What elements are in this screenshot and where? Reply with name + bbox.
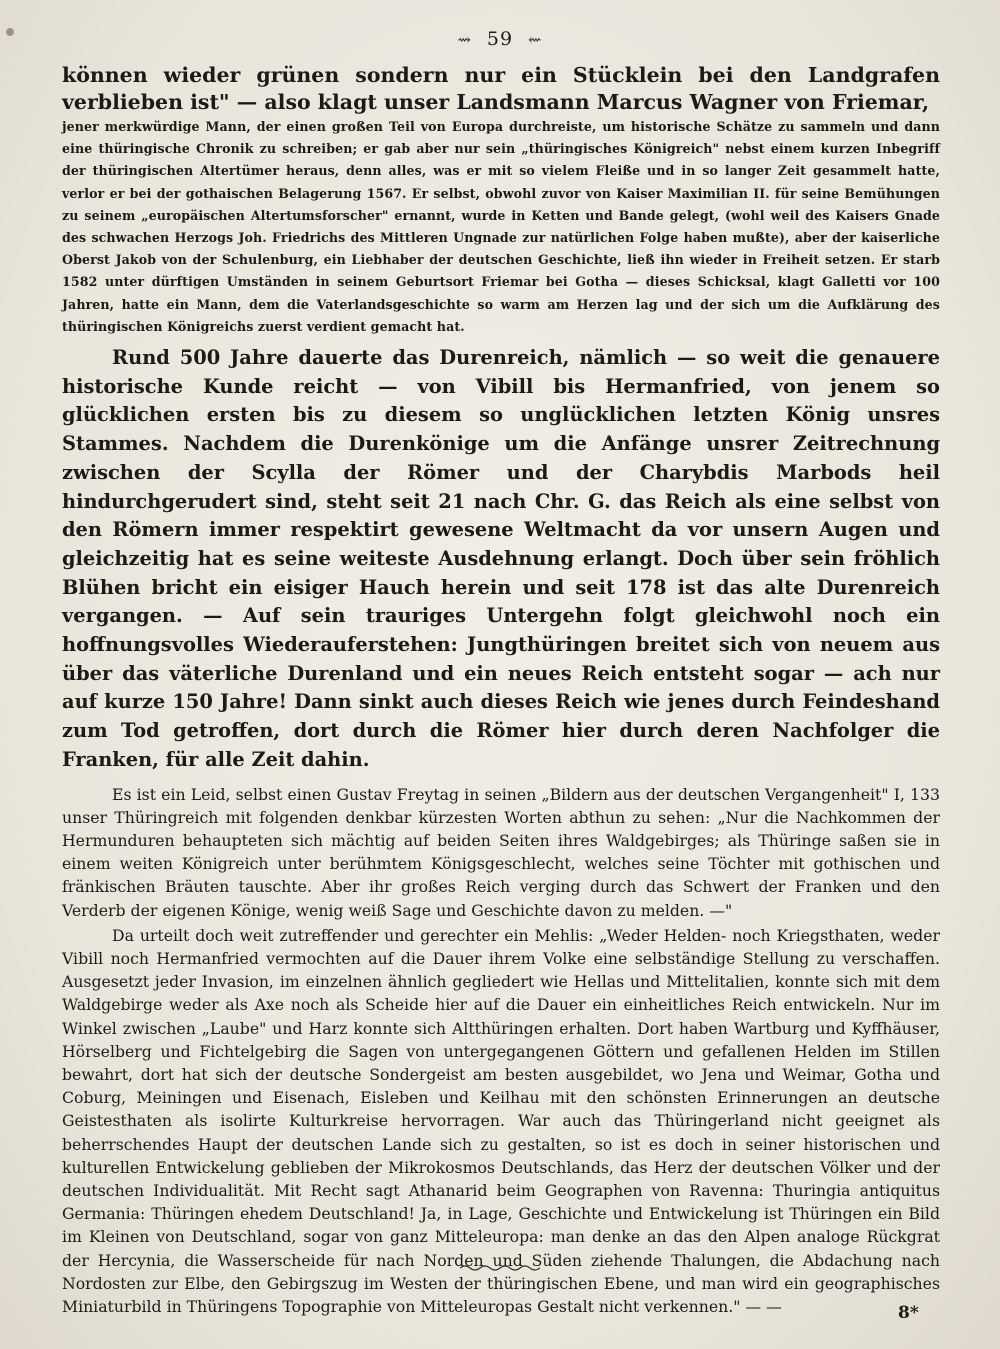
paragraph-footnote-wagner: jener merkwürdige Mann, der einen großen Teil von Europa durchreiste, um historische Schätze zu sammeln und dann eine thüringische Chronik zu schreiben; er gab aber nur sein „thüringisches Königreich" nebst einem kurzen Inbegriff der thüringischen Altertümer heraus, denn alles, was er mit so vielem Fleiße und in so langer Zeit gesammelt hatte, verlor er bei der gothaischen Belagerung 1567. Er selbst, obwohl zuvor von Kaiser Maximilian II. für seine Bemühungen zu seinem „europäischen Altertumsforscher" ernannt, wurde in Ketten und Bande gelegt, (wohl weil des Kaisers Gnade des schwachen Herzogs Joh. Friedrichs des Mittleren Ungnade zur natürlichen Folge haben mußte), aber der kaiserliche Oberst Jakob von der Schulenburg, ein Liebhaber der deutschen Geschichte, ließ ihn wieder in Freiheit setzen. Er starb 1582 unter dürftigen Umständen in seinem Geburtsort Friemar bei Gotha — dieses Schicksal, klagt Galletti vor 100 Jahren, hatte ein Mann, dem die Vaterlandsgeschichte so warm am Herzen lag und der sich um die Aufklärung des thüringischen Königreichs zuerst verdient gemacht hat. xyxy=(62,119,940,334)
paragraph-freytag-quote: Es ist ein Leid, selbst einen Gustav Freytag in seinen „Bildern aus der deutschen Vergangenheit" I, 133 unser Thüringreich mit folgenden denkbar kürzesten Worten abthun zu sehen: „Nur die Nachkommen der Hermunduren behaupteten sich mächtig auf beiden Seiten ihres Waldgebirges; als Thüringe saßen sie in einem weiten Königreich unter berühmtem Königsgeschlecht, welches seine Töchter mit gothischen und fränkischen Bräuten tauschte. Aber ihr großes Reich verging durch das Schwert der Franken und den Verderb der eigenen Könige, wenig weiß Sage und Geschichte davon zu melden. —" xyxy=(62,784,940,920)
header-ornament-left: ⇝ xyxy=(457,30,472,49)
paragraph-durenreich: Rund 500 Jahre dauerte das Durenreich, nämlich — so weit die genauere historische Kunde reicht — von Vibill bis Hermanfried, von jenem so glücklichen ersten bis zu diesem so unglücklichen letzten König unsres Stammes. Nachdem die Durenkönige um die Anfänge unsrer Zeitrechnung zwischen der Scylla der Römer und der Charybdis Marbods heil hindurchgerudert sind, steht seit 21 nach Chr. G. das Reich als eine selbst von den Römern immer respektirt gewesene Weltmacht da vor unsern Augen und gleichzeitig hat es seine weiteste Ausdehnung erlangt. Doch über sein fröhlich Blühen bricht ein eisiger Hauch herein und seit 178 ist das alte Durenreich vergangen. — Auf sein trauriges Untergehn folgt gleichwohl noch ein hoffnungsvolles Wiederauferstehen: Jungthüringen breitet sich von neuem aus über das väterliche Durenland und ein neues Reich entsteht sogar — ach nur auf kurze 150 Jahre! Dann sinkt auch dieses Reich wie jenes durch Feindeshand zum Tod getroffen, dort durch die Römer hier durch deren Nachfolger die Franken, für alle Zeit dahin. xyxy=(62,346,940,771)
paragraph-mehlis-quote: Da urteilt doch weit zutreffender und gerechter ein Mehlis: „Weder Helden- noch Kriegsthaten, weder Vibill noch Hermanfried vermochten auf die Dauer ihrem Volke eine selbständige Stellung zu verschaffen. Ausgesetzt jeder Invasion, im einzelnen ähnlich gegliedert wie Hellas und Mittelitalien, konnte sich mit dem Waldgebirge weder als Axe noch als Scheide hier auf die Dauer ein einheitliches Reich entwickeln. Nur im Winkel zwischen „Laube" und Harz konnte sich Altthüringen erhalten. Dort haben Wartburg und Kyffhäuser, Hörselberg und Fichtelgebirg die Sagen von untergegangenen Göttern und gefallenen Helden im Stillen bewahrt, dort hat sich der deutsche Sondergeist am besten ausgebildet, wo Jena und Weimar, Gotha und Coburg, Meiningen und Eisenach, Eisleben und Keilhau mit den schönsten Erinnerungen an deutsche Geistesthaten als isolirte Kulturkreise hervorragen. War auch das Thüringerland nicht geeignet als beherrschendes Haupt der deutschen Lande sich zu gestalten, so ist es doch in seiner historischen und kulturellen Entwickelung geblieben der Mikrokosmos Deutschlands, das Herz der deutschen Völker und der deutschen Individualität. Mit Recht sagt Athanarid beim Geographen von Ravenna: Thuringia antiquitus Germania: Thüringen ehedem Deutschland! Ja, in Lage, Geschichte und Entwickelung ist Thüringen ein Bild im Kleinen von Deutschland, sogar von ganz Mitteleuropa: man denke an das den Alpen analoge Rückgrat der Hercynia, die Wasserscheide für nach Norden und Süden ziehende Thalungen, die Abdachung nach Nordosten zur Elbe, den Gebirgszug im Westen der thüringischen Ebene, und man wird ein geographisches Miniaturbild in Thüringens Topographie von Mitteleuropas Gestalt nicht verkennen." — — xyxy=(62,925,940,1317)
page-header xyxy=(0,28,1000,50)
header-ornament-right: ⇜ xyxy=(528,30,543,49)
paragraph-continuation: können wieder grünen sondern nur ein Stücklein bei den Landgrafen verblieben ist" — also klagt unser Landsmann Marcus Wagner von Friemar, xyxy=(62,63,940,114)
page-number: 59 xyxy=(486,28,514,50)
signature-mark: 8* xyxy=(898,1303,919,1323)
page-body xyxy=(62,62,940,1318)
end-ornament xyxy=(460,1263,540,1273)
